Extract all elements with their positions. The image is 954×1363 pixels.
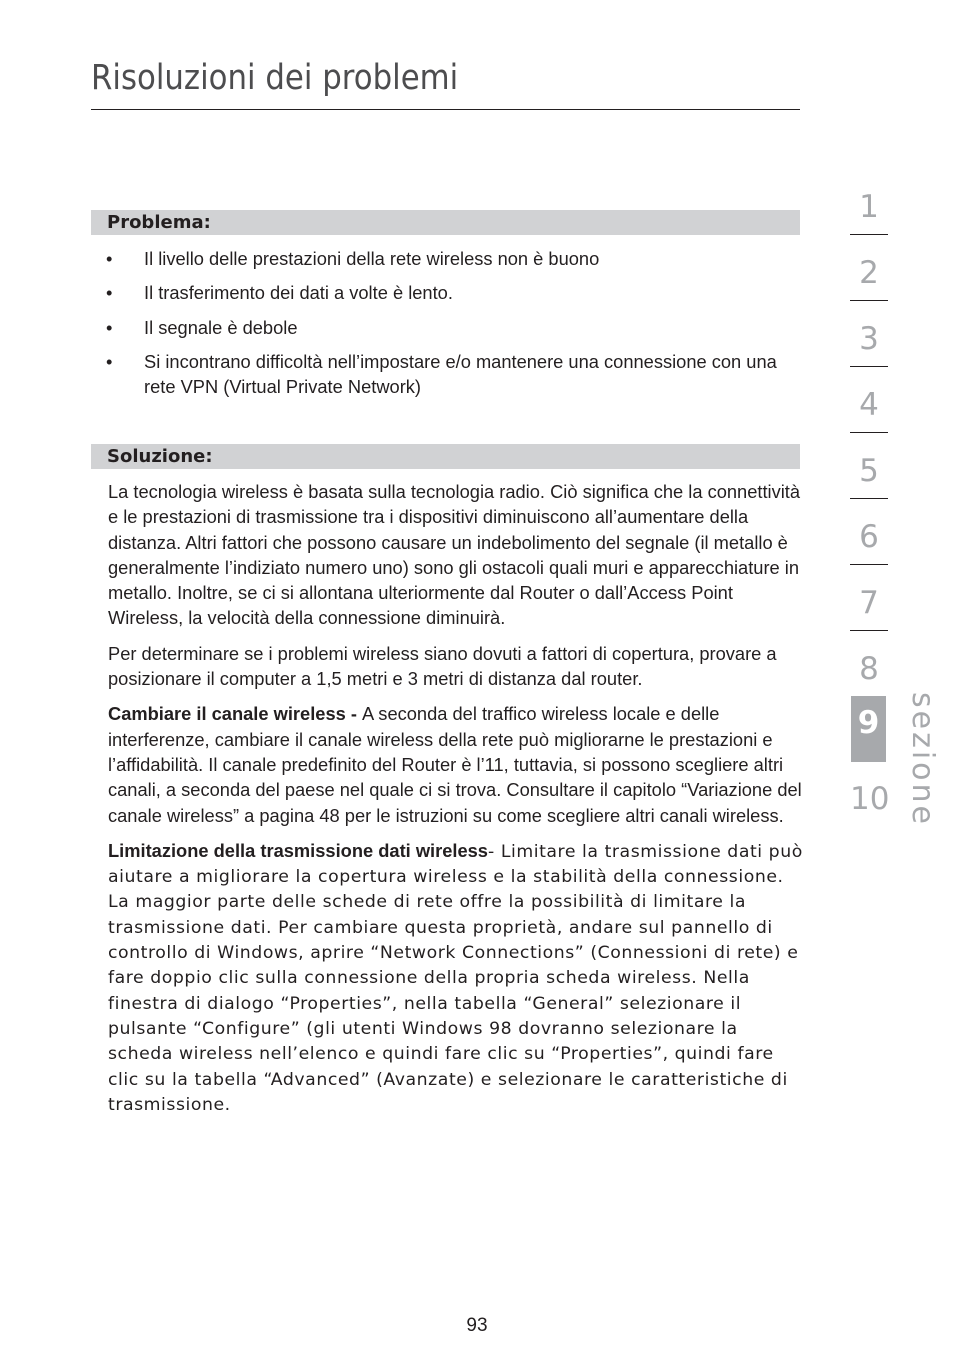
paragraph-3-lead: Cambiare il canale wireless - <box>108 703 363 725</box>
solution-paragraph-4: Limitazione della trasmissione dati wireless- Limitare la trasmissione dati può aiutare a migliorare la copertura wireless e la stabilità della connessione. La maggior parte delle schede di rete offre la possibilità di limitare la trasmissione dati. Per cambiare questa proprietà, andare sul pannello di controllo di Windows, aprire “Network Connections” (Connessioni di rete) e fare doppio clic sulla connessione della propria scheda wireless. Nella finestra di dialogo “Properties”, nella tabella “General” selezionare il pulsante “Configure” (gli utenti Windows 98 dovranno selezionare la scheda wireless nell’elenco e quindi fare clic su “Properties”, quindi fare clic su la tabella “Advanced” (Avanzate) e selezionare le caratteristiche di trasmissione. <box>108 839 803 1115</box>
problem-heading: Problema: <box>107 212 211 233</box>
section-tab-3[interactable]: 3 <box>850 312 888 378</box>
bullet-icon: • <box>106 316 113 338</box>
section-tab-10[interactable]: 10 <box>850 781 890 817</box>
section-tab-1[interactable]: 1 <box>850 180 888 246</box>
solution-body <box>108 479 808 1128</box>
bullet-icon: • <box>106 248 113 269</box>
section-tab-7[interactable]: 7 <box>850 576 888 642</box>
section-tab-2[interactable]: 2 <box>850 246 888 312</box>
section-label: sezione <box>905 692 940 827</box>
list-item: • Il segnale è debole <box>104 315 794 340</box>
solution-heading-bar <box>91 444 800 469</box>
section-tab-4[interactable]: 4 <box>850 378 888 444</box>
bullet-icon: • <box>106 282 113 304</box>
solution-paragraph-2: Per determinare se i problemi wireless siano dovuti a fattori di copertura, provare a posizionare il computer a 1,5 metri e 3 metri di distanza dal router. <box>108 642 777 690</box>
solution-paragraph-1: La tecnologia wireless è basata sulla tecnologia radio. Ciò significa che la connettività e le prestazioni di trasmissione tra i dispositivi diminuiscono all’aumentare della distanza. Altri fattori che possono causare un indebolimento del segnale (il metallo è generalmente l’indiziato numero uno) sono gli ostacoli quali muri e apparecchiature in metallo. Inoltre, se ci si allontana ulteriormente dal Router o dall’Access Point Wireless, la velocità della connessione diminuirà. <box>108 481 801 629</box>
solution-heading: Soluzione: <box>107 446 213 467</box>
list-item: • Il livello delle prestazioni della rete wireless non è buono <box>104 246 794 271</box>
solution-paragraph-3: Cambiare il canale wireless - A seconda del traffico wireless locale e delle interferenze, cambiare il canale wireless della rete può migliorarne le prestazioni e l’affidabilità. Il canale predefinito del Router è l’11, tuttavia, si possono scegliere altri canali, a seconda del paese nel quale ci si trova. Consultare il capitolo “Variazione del canale wireless” a pagina 48 per le istruzioni su come scegliere altri canali wireless. <box>108 703 802 826</box>
section-tab-6[interactable]: 6 <box>850 510 888 576</box>
title-divider <box>91 109 800 110</box>
bullet-icon: • <box>106 350 113 372</box>
paragraph-4-lead: Limitazione della trasmissione dati wireless <box>108 839 488 861</box>
list-item: • Si incontrano difficoltà nell’impostare e/o mantenere una connessione con una rete VPN (Virtual Private Network) <box>106 350 777 398</box>
page-title: Risoluzioni dei problemi <box>91 58 459 98</box>
section-tab-9-active[interactable]: 9 <box>851 696 886 762</box>
problem-heading-bar <box>91 210 800 235</box>
problem-list <box>104 246 794 408</box>
section-tab-8[interactable]: 8 <box>859 651 879 687</box>
list-item: • Il trasferimento dei dati a volte è lento. <box>104 280 794 305</box>
section-tab-5[interactable]: 5 <box>850 444 888 510</box>
page-number: 93 <box>466 1315 488 1336</box>
